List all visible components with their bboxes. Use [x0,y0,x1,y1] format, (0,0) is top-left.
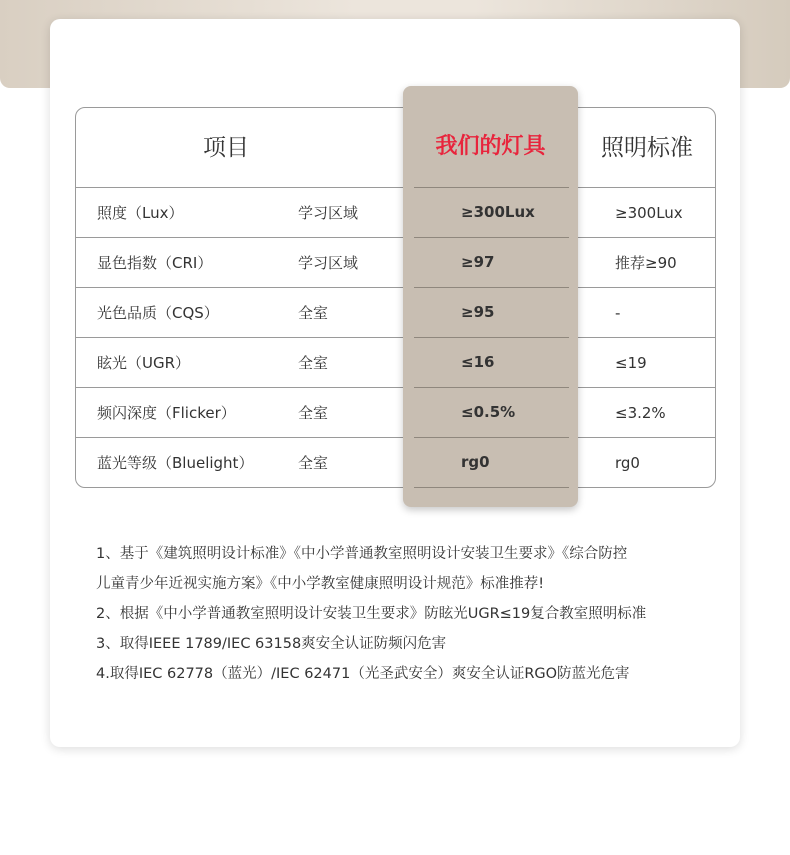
row-item-label: 照度（Lux） [97,204,184,222]
row-standard-value: ≤3.2% [615,404,666,422]
header-standard: 照明标准 [601,135,693,161]
header-our-product: 我们的灯具 [435,134,546,159]
row-standard-value: ≥300Lux [615,204,683,222]
comparison-card [50,19,740,747]
footnote-line: 1、基于《建筑照明设计标准》《中小学普通教室照明设计安装卫生要求》《综合防控 [96,546,628,562]
row-item-label: 显色指数（CRI） [97,254,213,272]
row-item-label: 蓝光等级（Bluelight） [97,454,254,472]
footnote-line: 4.取得IEC 62778（蓝光）/IEC 62471（光圣武安全）爽安全认证RGO防蓝光危害 [96,666,630,682]
row-area: 全室 [298,304,329,322]
row-item-label: 光色品质（CQS） [97,304,219,322]
row-standard-value: 推荐≥90 [615,254,677,272]
footnote-line: 儿童青少年近视实施方案》《中小学教室健康照明设计规范》标准推荐! [96,576,545,592]
row-standard-value: ≤19 [615,354,647,372]
table-row [76,388,715,438]
footnotes [96,539,716,689]
column-divider [414,487,569,488]
our-value: ≥95 [461,303,495,321]
row-item-label: 频闪深度（Flicker） [97,404,236,422]
row-area: 全室 [298,454,329,472]
row-area: 全室 [298,404,329,422]
our-product-column [403,86,578,507]
our-value: ≤0.5% [461,403,516,421]
row-area: 学习区域 [298,204,359,222]
row-standard-value: rg0 [615,454,640,472]
our-value: rg0 [461,453,490,471]
table-header-row [76,108,715,188]
row-area: 学习区域 [298,254,359,272]
table-row [76,288,715,338]
our-value: ≥97 [461,253,495,271]
table-row [76,438,715,488]
row-standard-value: - [615,304,621,322]
header-item: 项目 [203,135,249,161]
row-area: 全室 [298,354,329,372]
table-row [76,338,715,388]
column-divider [414,437,569,438]
row-item-label: 眩光（UGR） [97,354,191,372]
our-value: ≥300Lux [461,203,535,221]
table-row [76,238,715,288]
our-value: ≤16 [461,353,495,371]
comparison-table [75,107,716,488]
table-row [76,188,715,238]
footnote-line: 2、根据《中小学普通教室照明设计安装卫生要求》防眩光UGR≤19复合教室照明标准 [96,606,647,622]
footnote-line: 3、取得IEEE 1789/IEC 63158爽安全认证防频闪危害 [96,636,447,652]
